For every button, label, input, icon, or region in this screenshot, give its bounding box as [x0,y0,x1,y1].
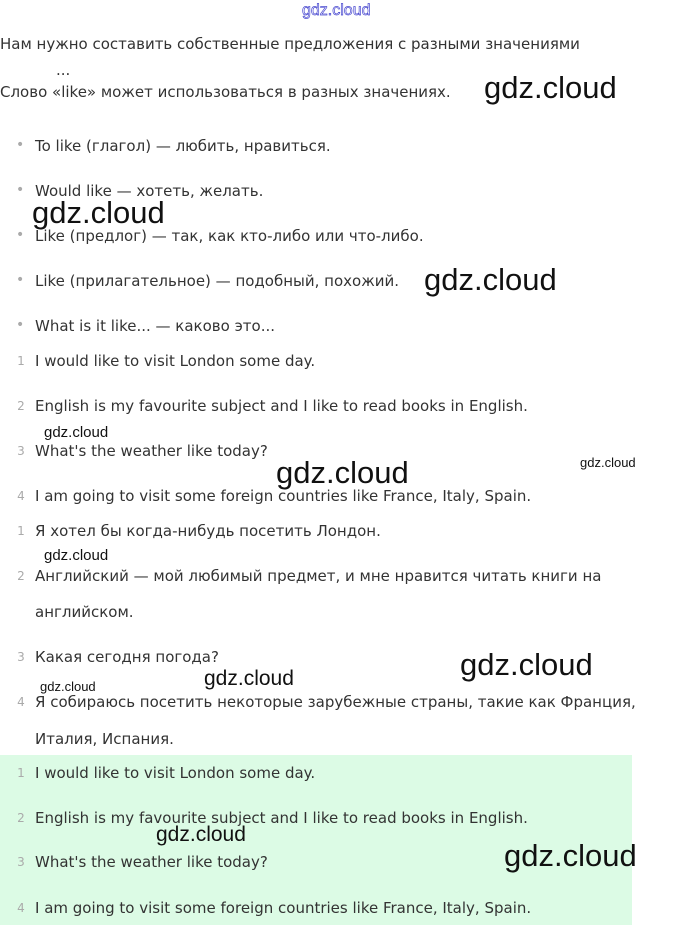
intro-line-1: Нам нужно составить собственные предложения с разными значениями [0,35,580,53]
list-item-continuation: Италия, Испания. [35,730,174,748]
list-number: 3 [17,855,25,869]
bullet-marker: • [16,317,25,333]
watermark: gdz.cloud [424,262,557,297]
watermark: gdz.cloud [580,455,636,470]
watermark: gdz.cloud [204,667,294,690]
bullet-marker: • [16,137,25,153]
meaning-item: What is it like... — каково это... [35,317,276,335]
list-item: I am going to visit some foreign countries like France, Italy, Spain. [35,899,532,917]
list-number: 2 [17,399,25,413]
watermark: gdz.cloud [460,647,593,682]
list-number: 3 [17,444,25,458]
list-number: 3 [17,650,25,664]
meaning-item: Would like — хотеть, желать. [35,182,264,200]
list-item: English is my favourite subject and I like to read books in English. [35,397,528,415]
watermark: gdz.cloud [504,838,637,873]
watermark: gdz.cloud [156,823,246,846]
list-item: I would like to visit London some day. [35,352,316,370]
list-number: 4 [17,489,25,503]
list-number: 1 [17,354,25,368]
list-item: I would like to visit London some day. [35,764,316,782]
list-item: Какая сегодня погода? [35,648,219,666]
intro-line-2: Слово «like» может использоваться в разных значениях. [0,83,451,101]
list-number: 2 [17,569,25,583]
meaning-item: Like (прилагательное) — подобный, похожий. [35,272,399,290]
list-item-continuation: английском. [35,603,134,621]
watermark: gdz.cloud [44,424,109,441]
bullet-marker: • [16,227,25,243]
bullet-marker: • [16,272,25,288]
watermark: gdz.cloud [484,70,617,105]
watermark: gdz.cloud [40,679,96,694]
list-item: Я хотел бы когда-нибудь посетить Лондон. [35,522,381,540]
list-item: English is my favourite subject and I like to read books in English. [35,809,528,827]
list-item: Английский — мой любимый предмет, и мне нравится читать книги на [35,567,602,585]
meaning-item: To like (глагол) — любить, нравиться. [35,137,331,155]
list-number: 1 [17,766,25,780]
list-item: I am going to visit some foreign countries like France, Italy, Spain. [35,487,532,505]
list-number: 4 [17,901,25,915]
watermark: gdz.cloud [32,195,165,230]
list-item: What's the weather like today? [35,442,268,460]
bullet-marker: • [16,182,25,198]
list-number: 2 [17,811,25,825]
list-number: 1 [17,524,25,538]
meaning-item: Like (предлог) — так, как кто-либо или что-либо. [35,227,424,245]
watermark-top: gdz.cloud [302,2,371,19]
watermark: gdz.cloud [276,455,409,490]
watermark: gdz.cloud [44,547,109,564]
intro-ellipsis: ... [56,61,71,79]
list-number: 4 [17,695,25,709]
list-item: What's the weather like today? [35,853,268,871]
list-item: Я собираюсь посетить некоторые зарубежные страны, такие как Франция, [35,693,636,711]
